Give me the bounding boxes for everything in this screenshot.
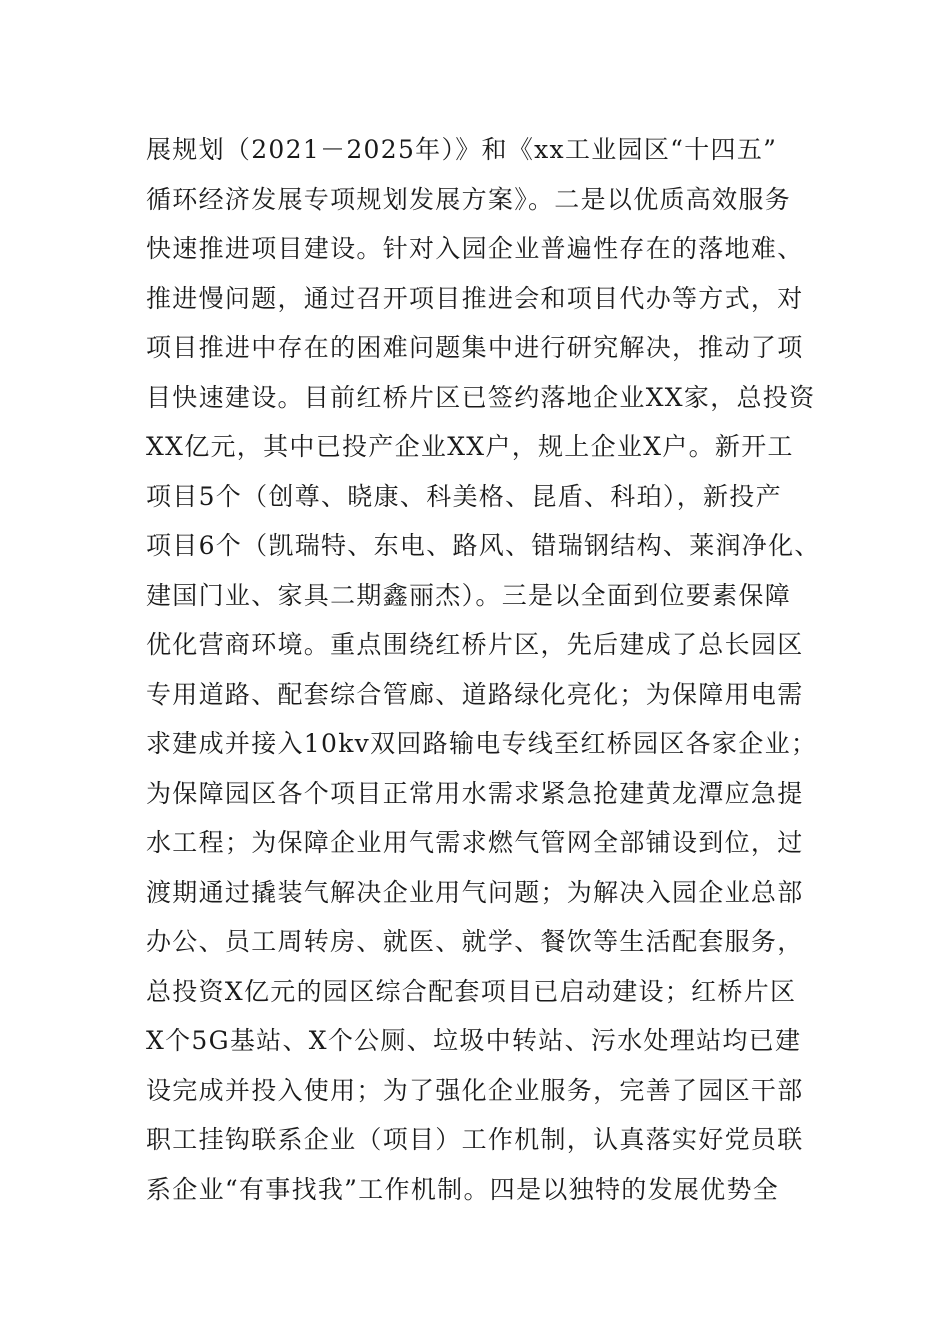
text-line: 系企业“有事找我”工作机制。四是以独特的发展优势全 (146, 1174, 780, 1204)
text-line: 为保障园区各个项目正常用水需求紧急抢建黄龙潭应急提 (146, 778, 804, 808)
text-line: XX亿元，其中已投产企业XX户，规上企业X户。新开工 (146, 432, 794, 461)
text-line: 项目5个（创尊、晓康、科美格、昆盾、科珀），新投产 (146, 481, 782, 511)
text-line: 优化营商环境。重点围绕红桥片区，先后建成了总长园区 (146, 630, 804, 659)
text-line: 总投资X亿元的园区综合配套项目已启动建设；红桥片区 (146, 976, 797, 1006)
text-line: 建国门业、家具二期鑫丽杰）。三是以全面到位要素保障 (146, 580, 792, 610)
text-line: 项目6个（凯瑞特、东电、路风、错瑞钢结构、莱润净化、 (146, 531, 821, 560)
text-line: 快速推进项目建设。针对入园企业普遍性存在的落地难、 (146, 234, 804, 263)
body-paragraph (146, 125, 826, 1214)
text-line: 专用道路、配套综合管廊、道路绿化亮化；为保障用电需 (146, 679, 804, 709)
text-line: 设完成并投入使用；为了强化企业服务，完善了园区干部 (146, 1075, 804, 1105)
text-line: 循环经济发展专项规划发展方案》。二是以优质高效服务 (146, 184, 792, 214)
text-line: 目快速建设。目前红桥片区已签约落地企业XX家，总投资 (146, 382, 816, 412)
text-line: 渡期通过撬装气解决企业用气问题；为解决入园企业总部 (146, 877, 804, 907)
text-line: 项目推进中存在的困难问题集中进行研究解决，推动了项 (146, 333, 804, 362)
text-line: 展规划（2021－2025年）》和《xx工业园区“十四五” (146, 135, 778, 164)
text-line: 水工程；为保障企业用气需求燃气管网全部铺设到位，过 (146, 828, 804, 857)
text-line: X个5G基站、X个公厕、垃圾中转站、污水处理站均已建 (146, 1026, 802, 1055)
text-line: 办公、员工周转房、就医、就学、餐饮等生活配套服务， (146, 927, 804, 956)
text-line: 推进慢问题，通过召开项目推进会和项目代办等方式，对 (146, 283, 804, 313)
text-line: 职工挂钩联系企业（项目）工作机制，认真落实好党员联 (146, 1125, 804, 1154)
text-line: 求建成并接入10kv双回路输电专线至红桥园区各家企业； (146, 729, 818, 758)
